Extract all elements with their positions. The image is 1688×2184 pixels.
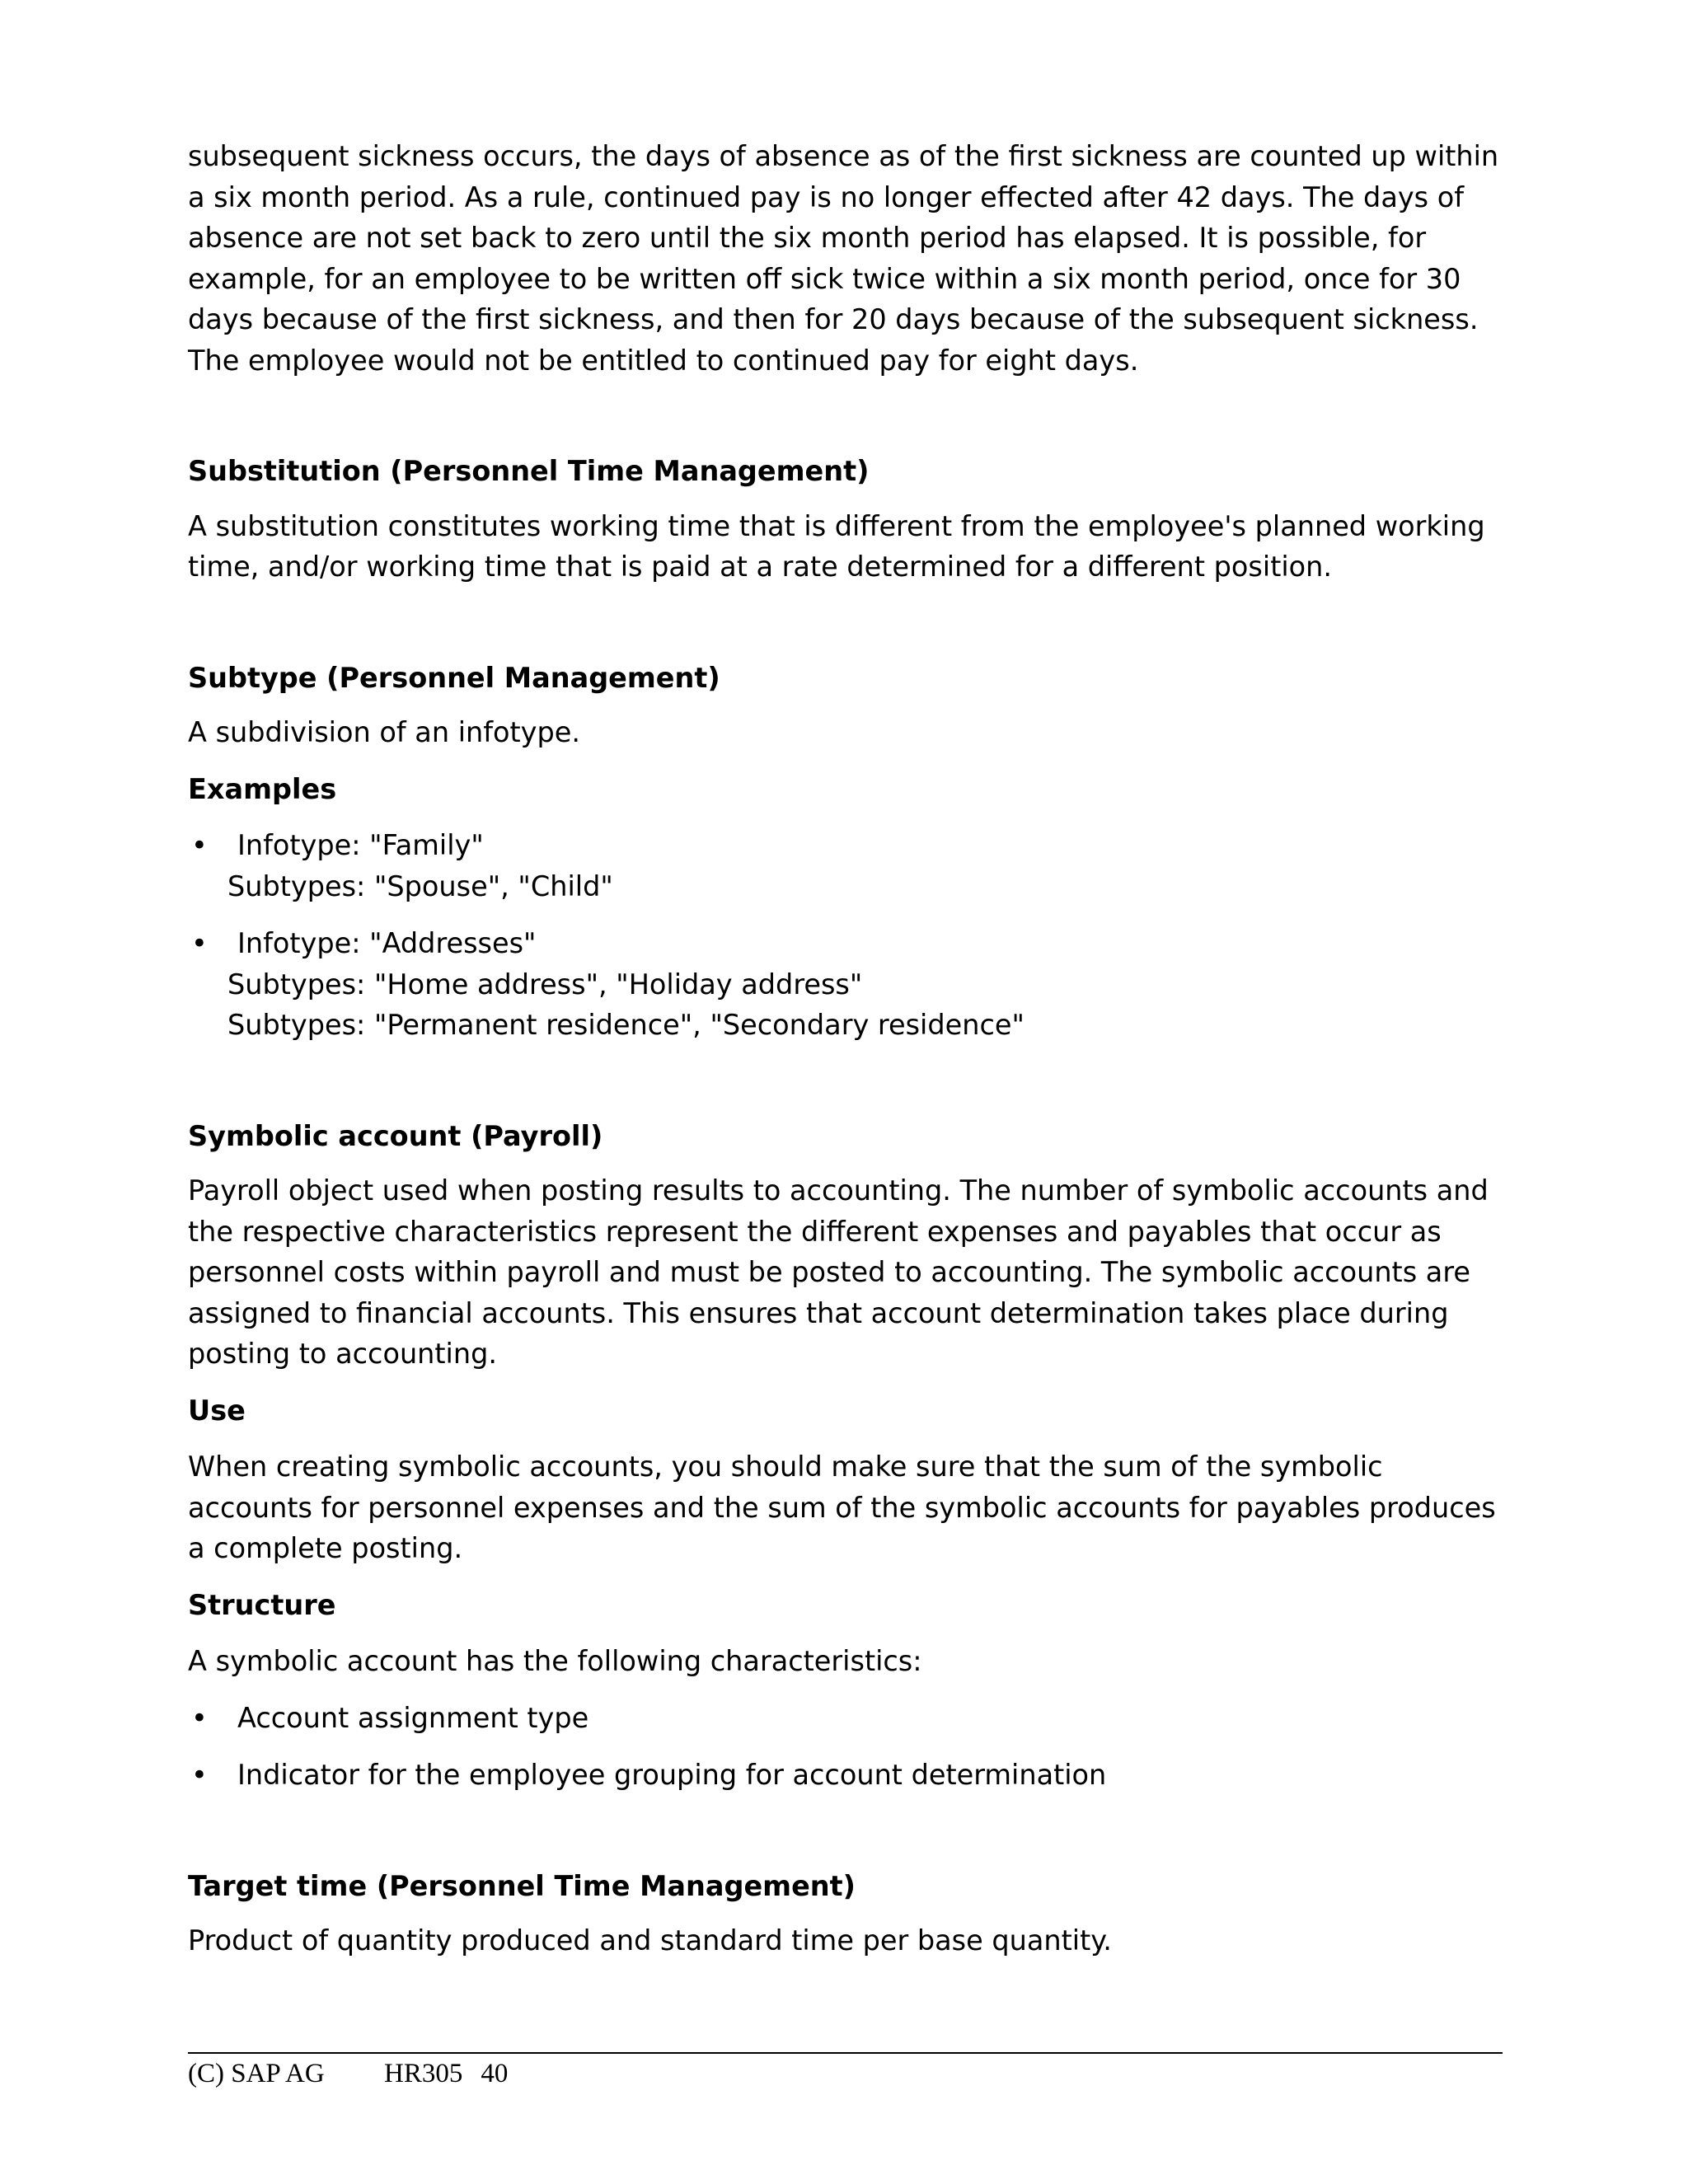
footer-course: HR305 <box>384 2059 463 2088</box>
footer-divider <box>188 2052 1503 2054</box>
bullet-icon: • <box>191 1701 208 1734</box>
use-heading: Use <box>188 1394 246 1427</box>
footer-page-number: 40 <box>481 2059 509 2088</box>
bullet-icon: • <box>191 927 208 959</box>
example-item-addresses <box>188 923 1503 1046</box>
subtype-text: A subdivision of an infotype. <box>188 716 581 748</box>
bullet-icon: • <box>191 1759 208 1791</box>
characteristic-label: Indicator for the employee grouping for account determination <box>237 1759 1107 1791</box>
document-body <box>188 136 1503 1961</box>
substitution-heading: Substitution (Personnel Time Management) <box>188 455 870 487</box>
substitution-text: A substitution constitutes working time that is different from the employee's planned working time, and/or working time that is paid at a rate determined for a different position. <box>188 509 1485 583</box>
target-time-heading: Target time (Personnel Time Management) <box>188 1869 856 1902</box>
example-subtypes: Subtypes: "Spouse", "Child" <box>227 869 613 902</box>
structure-text: A symbolic account has the following characteristics: <box>188 1645 922 1677</box>
example-infotype: Infotype: "Addresses" <box>237 927 537 959</box>
subtype-heading: Subtype (Personnel Management) <box>188 661 720 694</box>
examples-heading: Examples <box>188 772 337 805</box>
characteristic-label: Account assignment type <box>237 1701 589 1734</box>
example-infotype: Infotype: "Family" <box>237 829 484 861</box>
target-time-text: Product of quantity produced and standard time per base quantity. <box>188 1924 1112 1957</box>
intro-paragraph: subsequent sickness occurs, the days of absence as of the first sickness are counted up within a six month period. As a rule, continued pay is no longer effected after 42 days. The days of absence are not set back to zero until the six month period has elapsed. It is possible, for example, for an employee to be written off sick twice within a six month period, once for 30 days because of the first sickness, and then for 20 days because of the subsequent sickness. The employee would not be entitled to continued pay for eight days. <box>188 140 1499 377</box>
characteristic-item <box>188 1698 1503 1739</box>
footer-text <box>188 2057 1503 2090</box>
examples-list <box>188 825 1503 1046</box>
footer-company: (C) SAP AG <box>188 2059 325 2088</box>
characteristics-list <box>188 1698 1503 1796</box>
example-subtypes: Subtypes: "Home address", "Holiday address" <box>227 968 863 1001</box>
use-text: When creating symbolic accounts, you should make sure that the sum of the symbolic accounts for personnel expenses and the sum of the symbolic accounts for payables produces a complete posting. <box>188 1451 1496 1564</box>
bullet-icon: • <box>191 829 208 861</box>
example-item-family <box>188 825 1503 907</box>
symbolic-account-text: Payroll object used when posting results to accounting. The number of symbolic accounts and the respective characteristics represent the different expenses and payables that occur as personnel costs within payroll and must be posted to accounting. The symbolic accounts are assigned to financial accounts. This ensures that account determination takes place during posting to accounting. <box>188 1174 1489 1370</box>
example-subtypes: Subtypes: "Permanent residence", "Secondary residence" <box>227 1009 1025 1041</box>
structure-heading: Structure <box>188 1588 336 1621</box>
characteristic-item <box>188 1755 1503 1796</box>
symbolic-account-heading: Symbolic account (Payroll) <box>188 1119 603 1152</box>
page-footer <box>188 2052 1503 2090</box>
